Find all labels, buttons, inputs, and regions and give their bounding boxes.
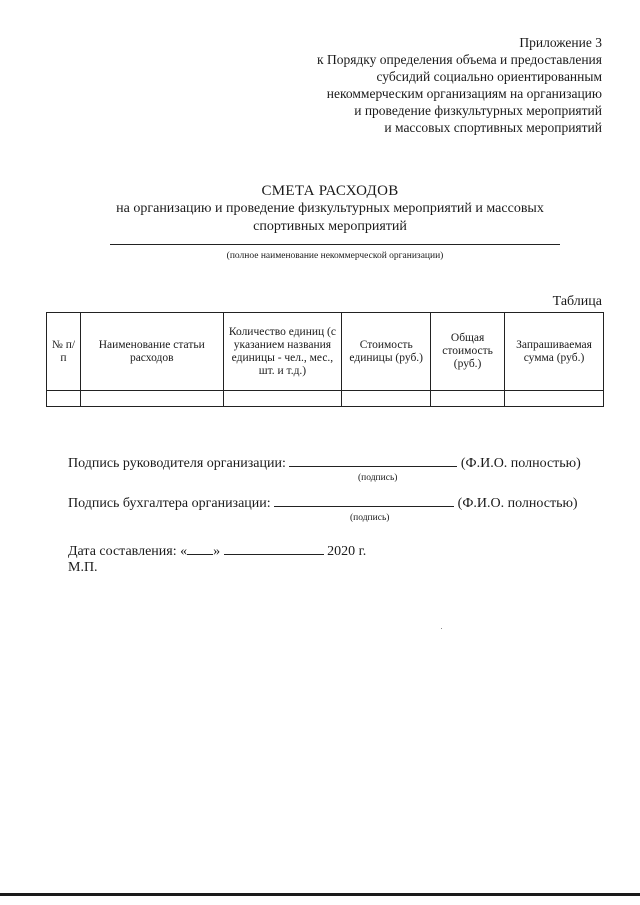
appendix-line: и массовых спортивных мероприятий [384, 120, 602, 135]
head-signature-blank [289, 454, 457, 467]
page-bottom-edge [0, 893, 640, 896]
accountant-signature-label: Подпись бухгалтера организации: [68, 496, 271, 511]
title-block [100, 182, 560, 236]
column-header: № п/п [47, 313, 81, 391]
table-cell [223, 391, 342, 407]
appendix-line: к Порядку определения объема и предоставления [317, 52, 602, 67]
column-header: Стоимость единицы (руб.) [342, 313, 431, 391]
date-label: Дата составления: « [68, 544, 188, 559]
table-cell [80, 391, 223, 407]
appendix-line: Приложение 3 [519, 35, 602, 50]
stamp-label: М.П. [68, 560, 98, 575]
organization-name-line [110, 244, 560, 245]
column-header: Запрашиваемая сумма (руб.) [505, 313, 604, 391]
appendix-line: субсидий социально ориентированным [376, 69, 602, 84]
accountant-fullname-label: (Ф.И.О. полностью) [457, 496, 578, 511]
appendix-line: и проведение физкультурных мероприятий [354, 103, 602, 118]
appendix-block [242, 34, 602, 136]
table-header-row [47, 313, 604, 391]
head-signature-label: Подпись руководителя организации: [68, 456, 286, 471]
month-blank [224, 542, 324, 555]
table-cell [431, 391, 505, 407]
table-cell [47, 391, 81, 407]
document-subtitle: спортивных мероприятий [253, 219, 407, 234]
head-signature-caption: (подпись) [358, 473, 398, 483]
document-subtitle: на организацию и проведение физкультурных мероприятий и массовых [116, 201, 544, 216]
organization-name-caption: (полное наименование некоммерческой организации) [226, 251, 444, 261]
table-cell [505, 391, 604, 407]
head-fullname-label: (Ф.И.О. полностью) [460, 456, 581, 471]
accountant-signature-blank [274, 494, 454, 507]
column-header: Количество единиц (с указанием названия единицы - чел., мес., шт. и т.д.) [223, 313, 342, 391]
head-signature-row [68, 454, 581, 472]
column-header: Наименование статьи расходов [80, 313, 223, 391]
document-title: СМЕТА РАСХОДОВ [261, 183, 399, 199]
column-header: Общая стоимость (руб.) [431, 313, 505, 391]
table-cell [342, 391, 431, 407]
budget-table [46, 312, 604, 407]
date-close-quote: » [213, 544, 221, 559]
table-label: Таблица [552, 294, 602, 309]
accountant-signature-caption: (подпись) [350, 513, 390, 523]
accountant-signature-row [68, 494, 578, 512]
scan-speck [441, 628, 442, 629]
date-year: 2020 г. [327, 544, 367, 559]
day-blank [187, 542, 213, 555]
date-row [68, 542, 366, 560]
table-row [47, 391, 604, 407]
appendix-line: некоммерческим организациям на организацию [326, 86, 602, 101]
